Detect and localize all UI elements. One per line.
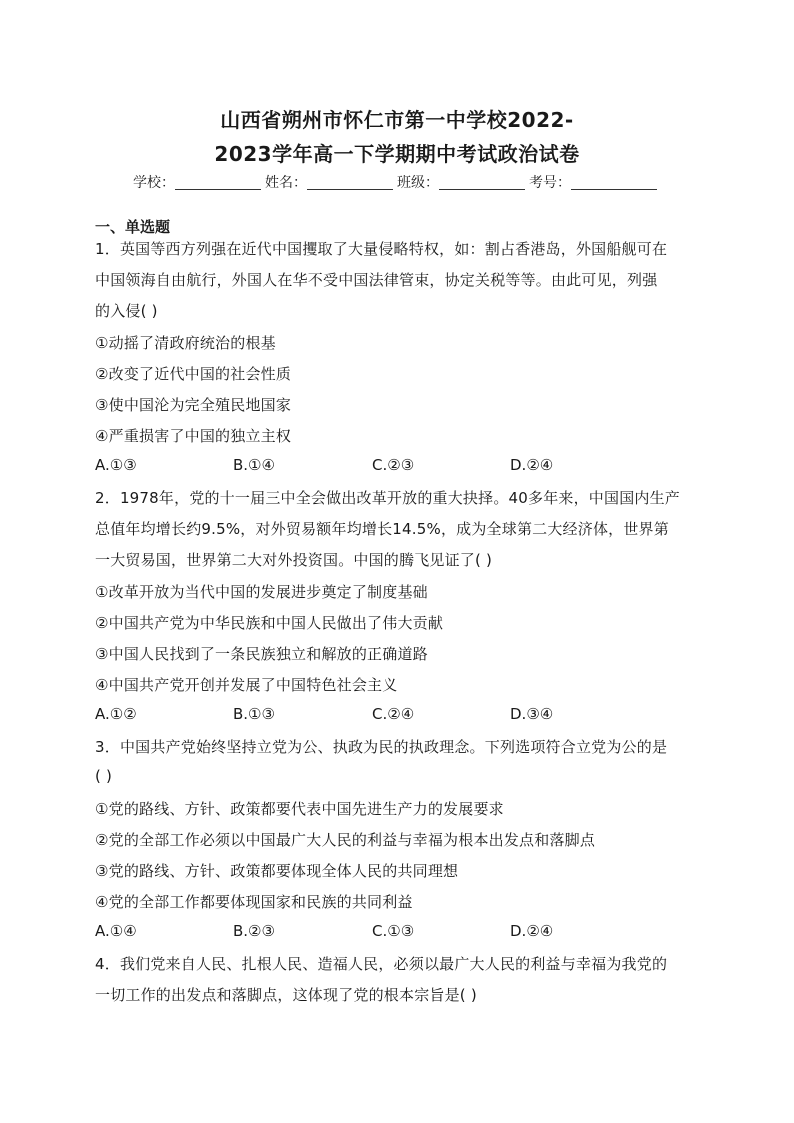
exam-title-line1: 山西省朔州市怀仁市第一中学校2022- bbox=[220, 108, 574, 132]
question-2-item: ③中国人民找到了一条民族独立和解放的正确道路 bbox=[95, 645, 428, 663]
question-3-item: ①党的路线、方针、政策都要代表中国先进生产力的发展要求 bbox=[95, 800, 504, 818]
question-3-item: ④党的全部工作都要体现国家和民族的共同利益 bbox=[95, 893, 413, 911]
option-d: D.②④ bbox=[510, 922, 554, 940]
option-a: A.①② bbox=[95, 705, 137, 723]
option-b: B.①③ bbox=[233, 705, 275, 723]
option-b: B.①④ bbox=[233, 456, 275, 474]
class-label: 班级： bbox=[397, 175, 439, 191]
question-3-stem-line: ( ) bbox=[95, 767, 113, 785]
question-2-stem-line: 总值年均增长约9.5%，对外贸易额年均增长14.5%，成为全球第二大经济体，世界第 bbox=[95, 520, 669, 538]
question-3-item: ③党的路线、方针、政策都要体现全体人民的共同理想 bbox=[95, 862, 459, 880]
question-1-stem-line: 中国领海自由航行，外国人在华不受中国法律管束，协定关税等等。由此可见，列强 bbox=[95, 271, 658, 289]
option-c: C.②④ bbox=[372, 705, 415, 723]
question-1-stem-line: 的入侵( ) bbox=[95, 302, 158, 320]
option-a: A.①④ bbox=[95, 922, 137, 940]
number-label: 考号： bbox=[529, 175, 571, 191]
question-1-item: ①动摇了清政府统治的根基 bbox=[95, 334, 276, 352]
question-3-stem-line: 3．中国共产党始终坚持立党为公、执政为民的执政理念。下列选项符合立党为公的是 bbox=[95, 738, 668, 756]
question-2-stem-line: 2．1978年，党的十一届三中全会做出改革开放的重大抉择。40多年来，中国国内生产 bbox=[95, 489, 681, 507]
question-1-item: ②改变了近代中国的社会性质 bbox=[95, 365, 292, 383]
option-b: B.②③ bbox=[233, 922, 275, 940]
name-label: 姓名： bbox=[265, 175, 307, 191]
question-2-item: ④中国共产党开创并发展了中国特色社会主义 bbox=[95, 676, 398, 694]
option-c: C.①③ bbox=[372, 922, 415, 940]
question-3-item: ②党的全部工作必须以中国最广大人民的利益与幸福为根本出发点和落脚点 bbox=[95, 831, 596, 849]
name-blank bbox=[307, 175, 393, 190]
section-title: 一、单选题 bbox=[95, 218, 171, 236]
question-4-stem-line: 4．我们党来自人民、扎根人民、造福人民，必须以最广大人民的利益与幸福为我党的 bbox=[95, 955, 668, 973]
school-label: 学校： bbox=[133, 175, 175, 191]
question-4-stem-line: 一切工作的出发点和落脚点，这体现了党的根本宗旨是( ) bbox=[95, 986, 477, 1004]
number-blank bbox=[571, 175, 657, 190]
question-2-item: ①改革开放为当代中国的发展进步奠定了制度基础 bbox=[95, 583, 428, 601]
option-a: A.①③ bbox=[95, 456, 137, 474]
class-blank bbox=[439, 175, 525, 190]
option-d: D.③④ bbox=[510, 705, 554, 723]
school-blank bbox=[175, 175, 261, 190]
question-1-item: ③使中国沦为完全殖民地国家 bbox=[95, 396, 292, 414]
question-2-stem-line: 一大贸易国，世界第二大对外投资国。中国的腾飞见证了( ) bbox=[95, 551, 493, 569]
question-1-item: ④严重损害了中国的独立主权 bbox=[95, 427, 292, 445]
question-1-stem-line: 1．英国等西方列强在近代中国攫取了大量侵略特权，如：割占香港岛，外国船舰可在 bbox=[95, 240, 668, 258]
exam-title-line2: 2023学年高一下学期期中考试政治试卷 bbox=[214, 142, 580, 166]
option-d: D.②④ bbox=[510, 456, 554, 474]
option-c: C.②③ bbox=[372, 456, 415, 474]
student-info-row bbox=[0, 172, 794, 192]
question-2-item: ②中国共产党为中华民族和中国人民做出了伟大贡献 bbox=[95, 614, 444, 632]
